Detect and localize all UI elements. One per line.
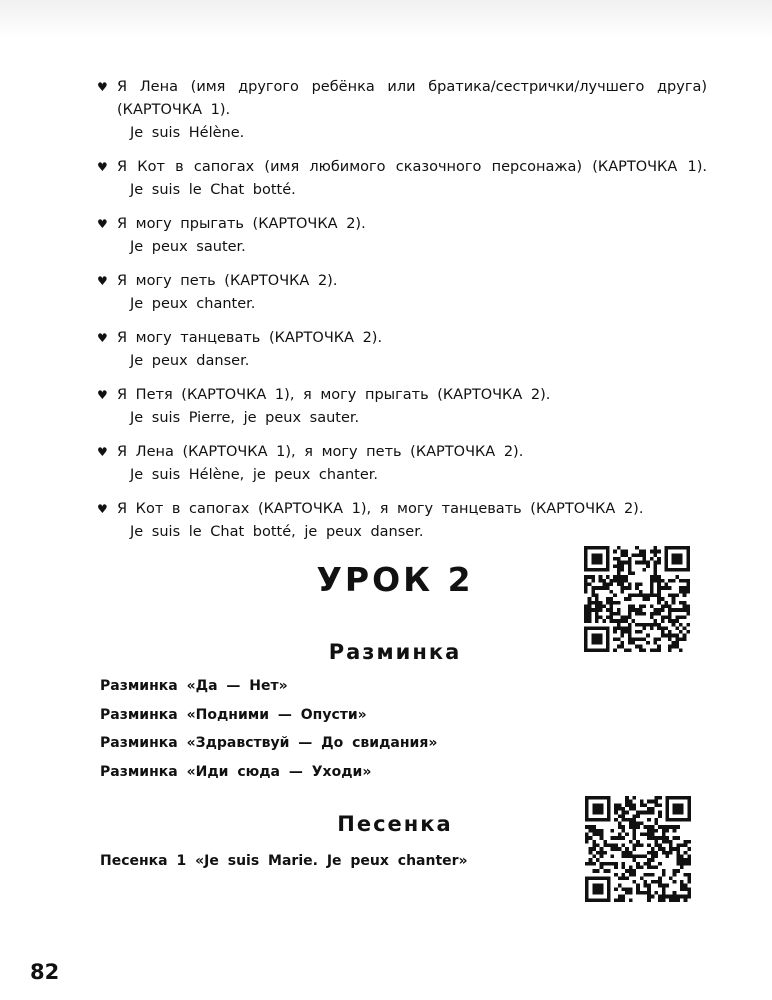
french-phrase: Je peux sauter. <box>130 239 246 255</box>
russian-phrase: Я Кот в сапогах (КАРТОЧКА 1), я могу танцевать (КАРТОЧКА 2). <box>117 501 644 517</box>
warmup-heading: Разминка <box>328 640 462 664</box>
russian-phrase: Я могу прыгать (КАРТОЧКА 2). <box>117 216 366 232</box>
list-item <box>97 441 707 487</box>
warmup-item: Разминка «Да — Нет» <box>100 678 288 694</box>
list-item <box>97 498 707 544</box>
page-number: 82 <box>30 960 60 984</box>
warmup-list <box>100 676 437 790</box>
russian-phrase-continued: (КАРТОЧКА 1). <box>117 102 231 118</box>
heart-bullet-icon: ♥ <box>97 160 108 174</box>
heart-bullet-icon: ♥ <box>97 388 108 402</box>
list-item <box>97 156 707 202</box>
french-phrase: Je suis le Chat botté, je peux danser. <box>130 524 424 540</box>
russian-phrase: Я Кот в сапогах (имя любимого сказочного персонажа) (КАРТОЧКА 1). <box>117 159 707 175</box>
russian-phrase: Я могу танцевать (КАРТОЧКА 2). <box>117 330 383 346</box>
page-top-shadow <box>0 0 772 40</box>
heart-bullet-icon: ♥ <box>97 331 108 345</box>
list-item <box>97 76 707 145</box>
list-item <box>97 384 707 430</box>
french-phrase: Je suis le Chat botté. <box>130 182 296 198</box>
french-phrase: Je suis Hélène, je peux chanter. <box>130 467 378 483</box>
heart-bullet-icon: ♥ <box>97 217 108 231</box>
list-item <box>97 213 707 259</box>
song-item: Песенка 1 «Je suis Marie. Je peux chanter» <box>100 853 468 869</box>
french-phrase: Je peux danser. <box>130 353 250 369</box>
heart-bullet-icon: ♥ <box>97 445 108 459</box>
heart-bullet-icon: ♥ <box>97 274 108 288</box>
warmup-item: Разминка «Подними — Опусти» <box>100 706 367 723</box>
list-item <box>97 327 707 373</box>
french-phrase: Je peux chanter. <box>130 296 256 312</box>
russian-phrase: Я Лена (КАРТОЧКА 1), я могу петь (КАРТОЧКА 2). <box>117 444 524 460</box>
russian-phrase: Я Лена (имя другого ребёнка или братика/сестрички/лучшего друга) <box>117 79 707 95</box>
french-phrase: Je suis Pierre, je peux sauter. <box>130 410 360 426</box>
heart-bullet-icon: ♥ <box>97 80 108 94</box>
list-item <box>97 270 707 316</box>
phrase-list <box>97 76 707 555</box>
lesson-title: УРОК 2 <box>316 560 474 599</box>
warmup-item: Разминка «Иди сюда — Уходи» <box>100 763 372 780</box>
russian-phrase: Я Петя (КАРТОЧКА 1), я могу прыгать (КАРТОЧКА 2). <box>117 387 551 403</box>
french-phrase: Je suis Hélène. <box>130 125 245 141</box>
russian-phrase: Я могу петь (КАРТОЧКА 2). <box>117 273 338 289</box>
warmup-item: Разминка «Здравствуй — До свидания» <box>100 735 438 751</box>
heart-bullet-icon: ♥ <box>97 502 108 516</box>
song-heading: Песенка <box>337 812 453 836</box>
qr-code-song-icon[interactable] <box>585 796 691 902</box>
qr-code-warmup-icon[interactable] <box>584 546 690 652</box>
